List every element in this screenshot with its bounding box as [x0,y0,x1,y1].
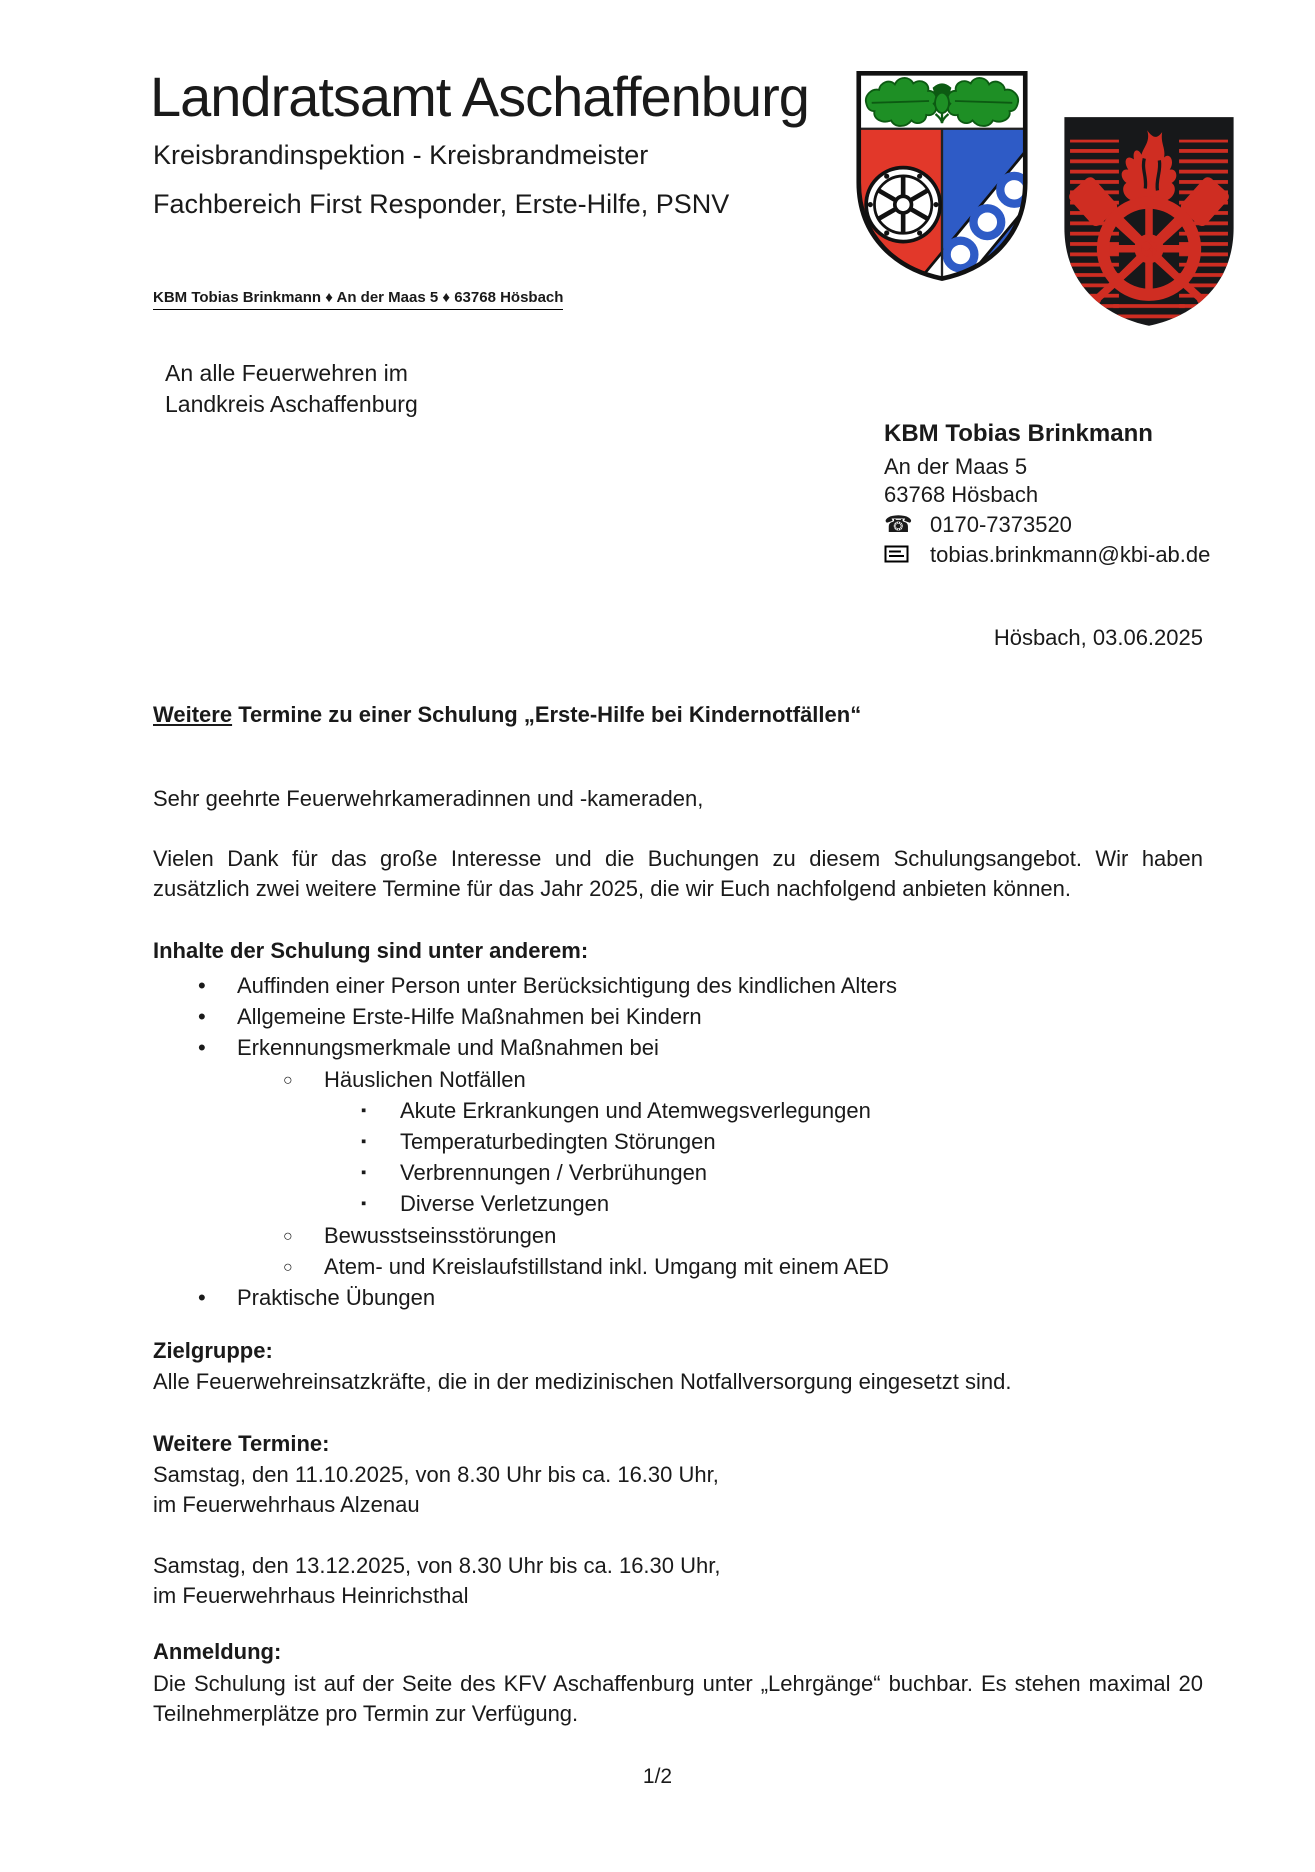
phone-icon: ☎ [884,511,913,537]
date-entry-1-date: Samstag, den 11.10.2025, von 8.30 Uhr bis ca. 16.30 Uhr, [153,1462,719,1487]
header-subtitle-1: Kreisbrandinspektion - Kreisbrandmeister [153,140,649,170]
page-number: 1/2 [642,1765,673,1788]
list-item: ○ Häuslichen Notfällen [153,1064,1203,1095]
target-group-heading: Zielgruppe: [153,1338,273,1363]
contact-city: 63768 Hösbach [884,482,1039,507]
date-entry-1-location: im Feuerwehrhaus Alzenau [153,1492,420,1517]
contact-block [884,420,1210,569]
date-line: Hösbach, 03.06.2025 [993,625,1203,650]
date-entry-2-location: im Feuerwehrhaus Heinrichsthal [153,1583,469,1608]
list-item: ▪ Diverse Verletzungen [153,1188,1203,1219]
subject-underlined-word: Weitere [153,702,233,727]
contact-email: tobias.brinkmann@kbi-ab.de [930,542,1211,567]
header-subtitle-2: Fachbereich First Responder, Erste-Hilfe, PSNV [153,189,730,219]
oak-leaves [866,78,1018,126]
list-item: ▪ Temperaturbedingten Störungen [153,1126,1203,1157]
recipient-block [165,358,418,420]
fire-wheel [1103,203,1195,295]
mainz-wheel [866,168,940,242]
contact-street: An der Maas 5 [884,454,1028,479]
list-item: • Allgemeine Erste-Hilfe Maßnahmen bei Kindern [153,1001,1203,1032]
list-item: ○ Bewusstseinsstörungen [153,1220,1203,1251]
intro-paragraph: Vielen Dank für das große Interesse und die Buchungen zu diesem Schulungsangebot. Wir haben zusätzlich zwei weitere Termine für das Jahr 2025, die wir Euch nachfolgend anbieten können. [153,846,1203,901]
list-item: ▪ Verbrennungen / Verbrühungen [153,1157,1203,1188]
contents-list [153,970,1203,1313]
list-item: • Praktische Übungen [153,1282,1203,1313]
target-group-text: Alle Feuerwehreinsatzkräfte, die in der medizinischen Notfallversorgung eingesetzt sind. [153,1369,1012,1394]
contact-phone: 0170-7373520 [930,512,1072,537]
recipient-line-2: Landkreis Aschaffenburg [165,391,418,417]
sender-address-line: KBM Tobias Brinkmann ♦ An der Maas 5 ♦ 63768 Hösbach [153,289,563,310]
dates-heading: Weitere Termine: [153,1431,330,1456]
list-item: ○ Atem- und Kreislaufstillstand inkl. Umgang mit einem AED [153,1251,1203,1282]
subject-line [153,702,861,728]
list-item: • Erkennungsmerkmale und Maßnahmen bei [153,1032,1203,1063]
recipient-line-1: An alle Feuerwehren im [165,360,408,386]
list-item: ▪ Akute Erkrankungen und Atemwegsverlegungen [153,1095,1203,1126]
greeting: Sehr geehrte Feuerwehrkameradinnen und -kameraden, [153,786,704,811]
contact-name: KBM Tobias Brinkmann [884,420,1153,447]
contents-heading: Inhalte der Schulung sind unter anderem: [153,938,589,963]
district-coat-of-arms-icon [849,64,1035,286]
registration-heading: Anmeldung: [153,1639,282,1664]
subject-rest: Termine zu einer Schulung „Erste-Hilfe bei Kindernotfällen“ [232,702,862,727]
registration-text: Die Schulung ist auf der Seite des KFV Aschaffenburg unter „Lehrgänge“ buchbar. Es stehen maximal 20 Teilnehmerplätze pro Termin zur Verfügung. [153,1671,1203,1726]
date-entry-2-date: Samstag, den 13.12.2025, von 8.30 Uhr bis ca. 16.30 Uhr, [153,1553,721,1578]
page-title: Landratsamt Aschaffenburg [150,65,809,128]
list-item: • Auffinden einer Person unter Berücksichtigung des kindlichen Alters [153,970,1203,1001]
email-icon [884,541,930,568]
fire-brigade-emblem-icon [1055,106,1243,335]
